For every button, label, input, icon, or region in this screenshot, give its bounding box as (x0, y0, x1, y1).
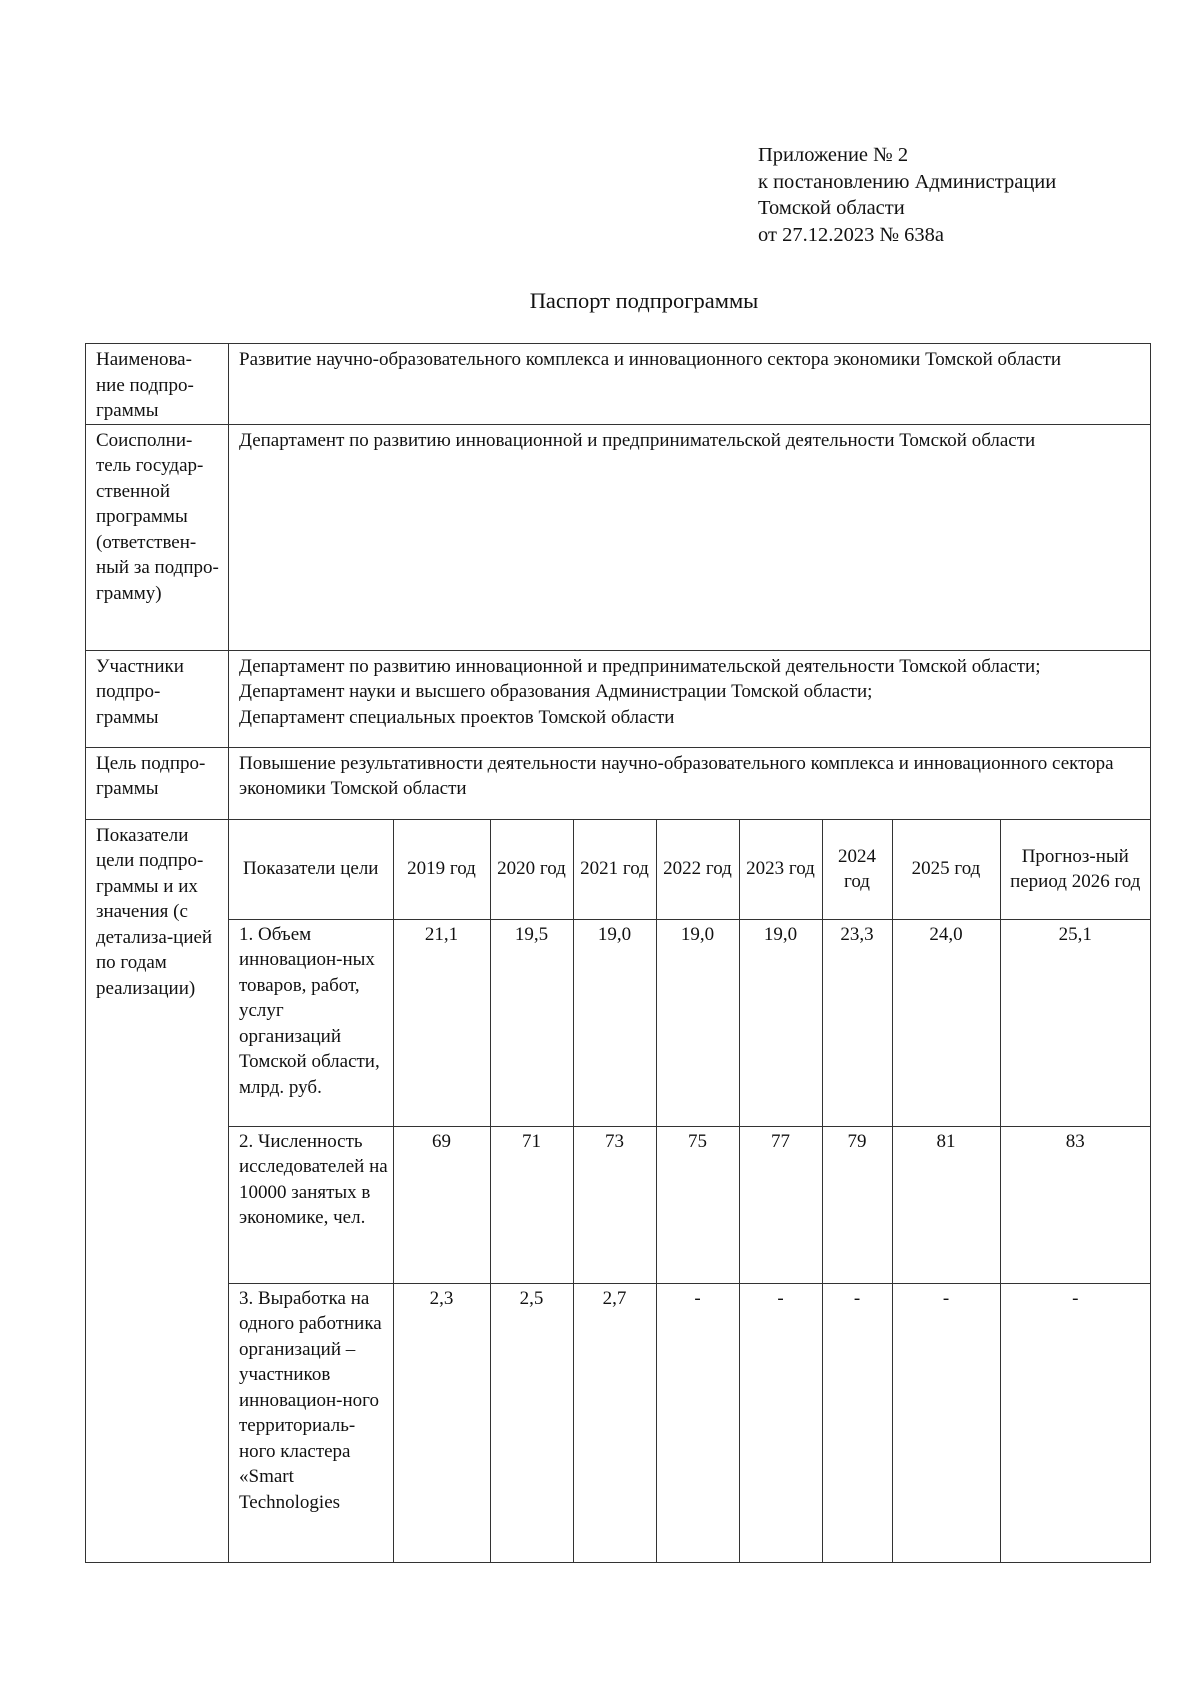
table-row (86, 650, 1151, 747)
column-header: 2025 год (892, 820, 1000, 920)
indicator-value: 81 (892, 1126, 1000, 1283)
column-header: Показатели цели (229, 820, 393, 920)
page-title: Паспорт подпрограммы (529, 288, 759, 313)
row-value: Развитие научно-образовательного комплекса и инновационного сектора экономики Томской области (229, 344, 1151, 425)
indicator-value: 79 (822, 1126, 892, 1283)
indicator-value: 19,0 (573, 919, 656, 1126)
indicator-value: - (892, 1283, 1000, 1562)
column-header: 2024 год (822, 820, 892, 920)
participant-item: Департамент специальных проектов Томской области (239, 706, 675, 728)
indicator-name: 2. Численность исследователей на 10000 занятых в экономике, чел. (229, 1126, 393, 1283)
table-row (86, 344, 1151, 425)
indicator-value: - (822, 1283, 892, 1562)
row-label: Участники подпро-граммы (86, 650, 229, 747)
indicator-name: 1. Объем инновацион-ных товаров, работ, услуг организаций Томской области, млрд. руб. (229, 919, 393, 1126)
appendix-line: к постановлению Администрации (758, 170, 1057, 193)
row-label: Показатели цели подпро-граммы и их значения (с детализа-цией по годам реализации) (86, 819, 229, 1562)
indicator-value: 2,3 (393, 1283, 490, 1562)
indicator-value: - (656, 1283, 739, 1562)
indicators-table (229, 820, 1150, 1562)
table-row (229, 1283, 1150, 1562)
indicator-value: 2,5 (490, 1283, 573, 1562)
indicator-value: - (1000, 1283, 1150, 1562)
participant-item: Департамент по развитию инновационной и предпринимательской деятельности Томской области; (239, 655, 1041, 677)
table-row (229, 1126, 1150, 1283)
indicator-value: 83 (1000, 1126, 1150, 1283)
column-header: 2021 год (573, 820, 656, 920)
participant-item: Департамент науки и высшего образования Администрации Томской области; (239, 681, 873, 702)
column-header: 2023 год (739, 820, 822, 920)
indicator-value: 19,0 (656, 919, 739, 1126)
indicators-cell (229, 819, 1151, 1562)
row-value: Департамент по развитию инновационной и предпринимательской деятельности Томской области (229, 424, 1151, 650)
indicator-value: 23,3 (822, 919, 892, 1126)
row-value: Повышение результативности деятельности научно-образовательного комплекса и инновационного сектора экономики Томской области (229, 747, 1151, 819)
row-label: Соисполни-тель государ-ственной программы (ответствен-ный за подпро-грамму) (86, 424, 229, 650)
table-row (86, 747, 1151, 819)
indicator-value: 2,7 (573, 1283, 656, 1562)
table-row (86, 819, 1151, 1562)
indicator-name: 3. Выработка на одного работника организаций – участников инновацион-ного территориаль-ного кластера «Smart Technologies (229, 1283, 393, 1562)
indicator-value: 73 (573, 1126, 656, 1283)
row-value (229, 650, 1151, 747)
column-header: 2020 год (490, 820, 573, 920)
passport-table (85, 343, 1151, 1563)
indicator-value: 25,1 (1000, 919, 1150, 1126)
indicator-value: 21,1 (393, 919, 490, 1126)
indicator-value: 75 (656, 1126, 739, 1283)
appendix-block (758, 142, 1056, 248)
indicator-value: 69 (393, 1126, 490, 1283)
column-header: 2019 год (393, 820, 490, 920)
indicator-value: 19,0 (739, 919, 822, 1126)
indicator-value: 19,5 (490, 919, 573, 1126)
appendix-line: Томской области (758, 197, 905, 219)
table-row (229, 919, 1150, 1126)
appendix-line: Приложение № 2 (758, 144, 909, 166)
column-header: Прогноз-ный период 2026 год (1000, 820, 1150, 920)
indicator-value: 71 (490, 1126, 573, 1283)
row-label: Наименова-ние подпро-граммы (86, 344, 229, 425)
appendix-line: от 27.12.2023 № 638а (758, 223, 944, 246)
row-label: Цель подпро-граммы (86, 747, 229, 819)
column-header: 2022 год (656, 820, 739, 920)
indicator-value: 77 (739, 1126, 822, 1283)
indicator-value: - (739, 1283, 822, 1562)
table-row (86, 424, 1151, 650)
header-row (229, 820, 1150, 920)
indicator-value: 24,0 (892, 919, 1000, 1126)
